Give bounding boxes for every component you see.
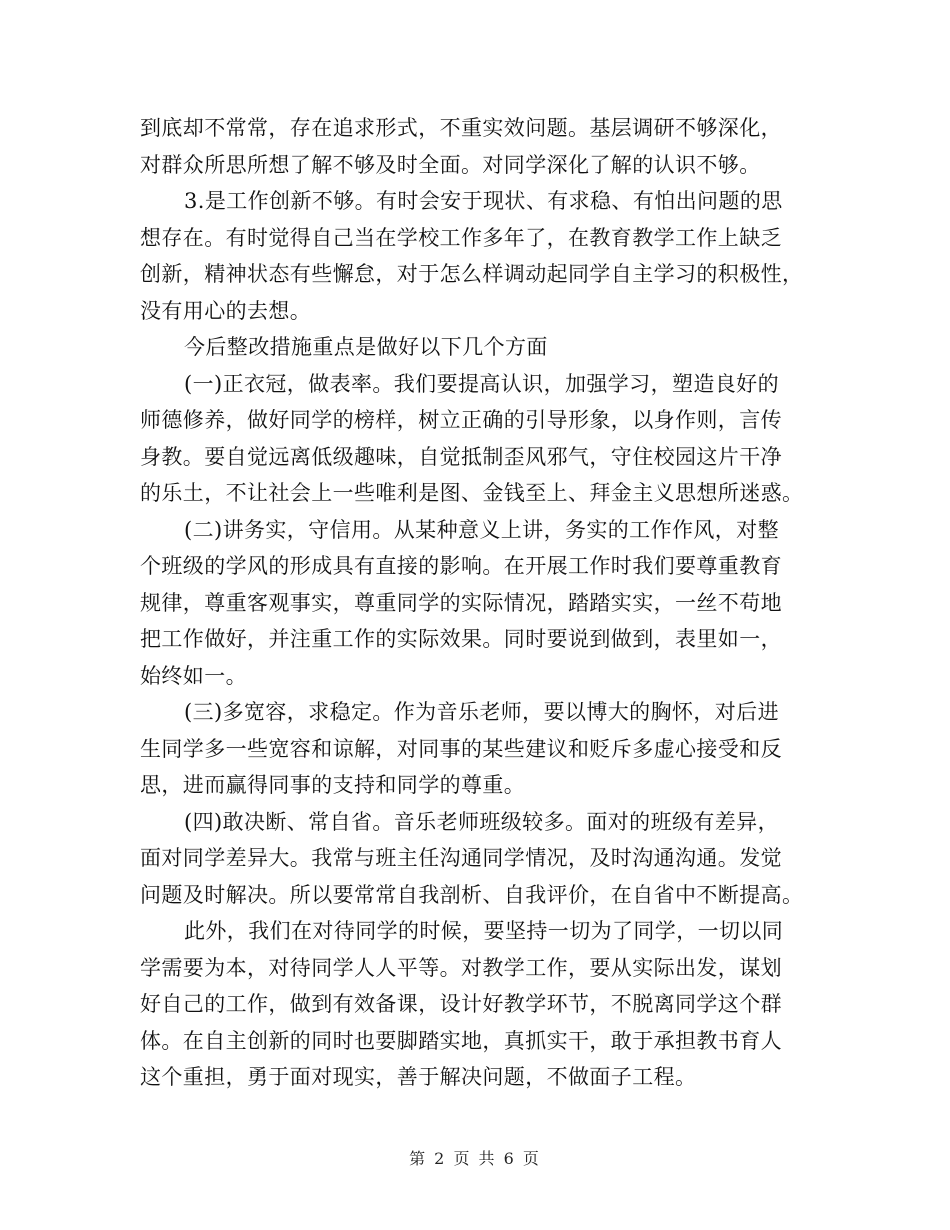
text-line: 把工作做好，并注重工作的实际效果。同时要说到做到，表里如一， (140, 627, 782, 651)
text-line: 学需要为本，对待同学人人平等。对教学工作，要从实际出发，谋划 (140, 955, 782, 980)
text-line: (二)讲务实，守信用。从某种意义上讲，务实的工作作风，对整 (184, 517, 779, 542)
text-line: 身教。要自觉远离低级趣味，自觉抵制歪风邪气，守住校园这片干净 (140, 444, 782, 469)
body-text (140, 110, 820, 1096)
text-line: (三)多宽容，求稳定。作为音乐老师，要以博大的胸怀，对后进 (184, 700, 779, 724)
text-line: 体。在自主创新的同时也要脚踏实地，真抓实干，敢于承担教书育人 (140, 1028, 782, 1053)
text-line: 的乐土，不让社会上一些唯利是图、金钱至上、拜金主义思想所迷惑。 (140, 481, 804, 505)
text-line: 生同学多一些宽容和谅解，对同事的某些建议和贬斥多虚心接受和反 (140, 736, 782, 761)
text-line: 创新，精神状态有些懈怠，对于怎么样调动起同学自主学习的积极性， (140, 262, 804, 286)
text-line: 规律，尊重客观事实，尊重同学的实际情况，踏踏实实，一丝不苟地 (140, 590, 782, 615)
text-line: 思，进而赢得同事的支持和同学的尊重。 (140, 773, 526, 797)
text-line: (四)敢决断、常自省。音乐老师班级较多。面对的班级有差异， (184, 809, 779, 834)
text-line: 对群众所思所想了解不够及时全面。对同学深化了解的认识不够。 (140, 152, 761, 177)
text-line: 好自己的工作，做到有效备课，设计好教学环节，不脱离同学这个群 (140, 992, 782, 1016)
text-line: 始终如一。 (140, 663, 247, 688)
text-line: 3.是工作创新不够。有时会安于现状、有求稳、有怕出问题的思 (184, 189, 783, 213)
text-line: 此外，我们在对待同学的时候，要坚持一切为了同学，一切以同 (184, 919, 784, 943)
text-line: (一)正衣冠，做表率。我们要提高认识，加强学习，塑造良好的 (184, 371, 779, 396)
text-line: 面对同学差异大。我常与班主任沟通同学情况，及时沟通沟通。发觉 (140, 846, 782, 870)
text-line: 这个重担，勇于面对现实，善于解决问题，不做面子工程。 (140, 1065, 697, 1089)
text-line: 问题及时解决。所以要常常自我剖析、自我评价，在自省中不断提高。 (140, 882, 804, 907)
section-heading: 今后整改措施重点是做好以下几个方面 (184, 335, 548, 359)
page-number: 第 2 页 共 6 页 (409, 1149, 541, 1168)
text-line: 没有用心的去想。 (140, 298, 312, 323)
text-line: 想存在。有时觉得自己当在学校工作多年了，在教育教学工作上缺乏 (140, 225, 782, 250)
text-line: 到底却不常常，存在追求形式，不重实效问题。基层调研不够深化， (140, 116, 782, 140)
text-line: 个班级的学风的形成具有直接的影响。在开展工作时我们要尊重教育 (140, 554, 782, 578)
text-line: 师德修养，做好同学的榜样，树立正确的引导形象，以身作则，言传 (140, 408, 782, 432)
